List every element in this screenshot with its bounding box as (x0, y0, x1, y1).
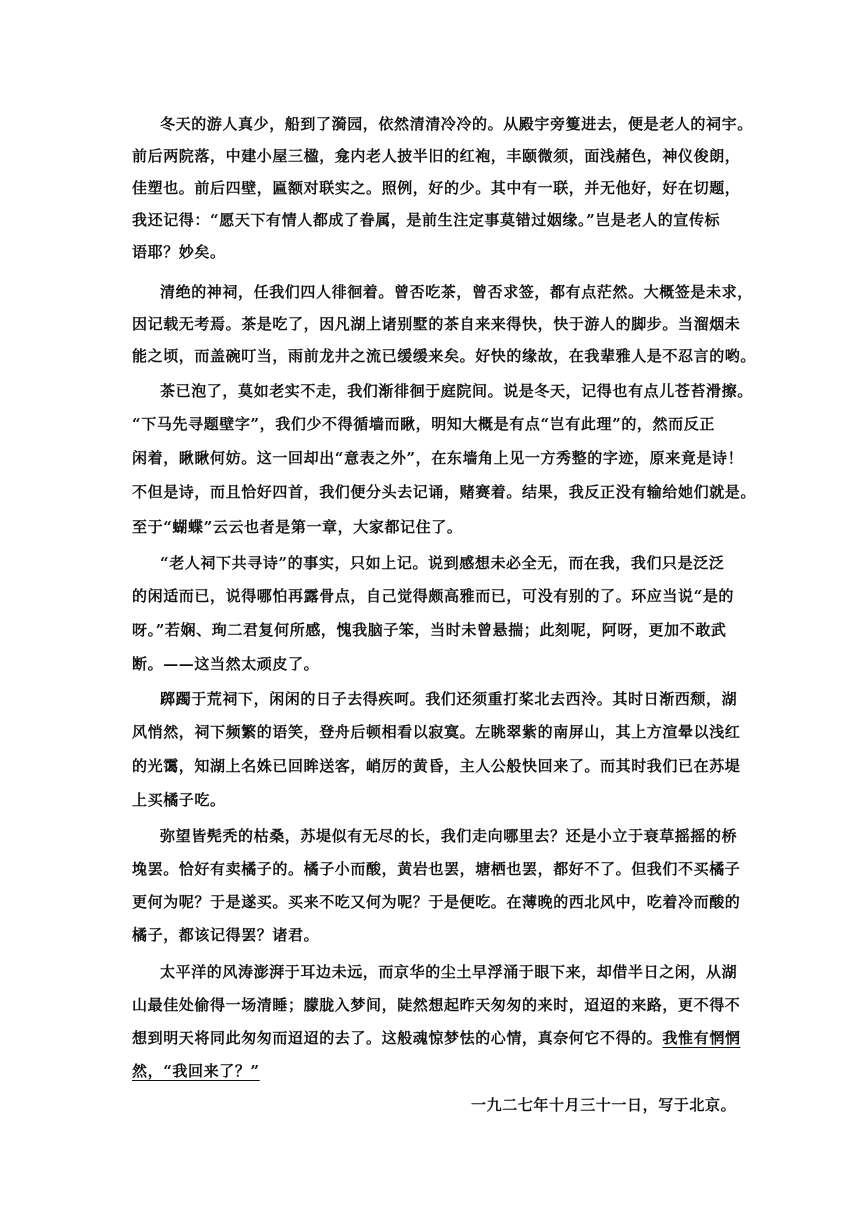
text-line: 风悄然，祠下频繁的语笑，登舟后顿相看以寂寞。左眺翠紫的南屏山，其上方渲晕以浅红 (132, 723, 741, 741)
text-line: 语耶？妙矣。 (132, 243, 226, 261)
text-line: 闲着，瞅瞅何妨。这一回却出“意表之外”，在东墙角上见一方秀整的字迹，原来竟是诗！ (132, 449, 744, 467)
text-line: 我还记得：“愿天下有情人都成了眷属，是前生注定事莫错过姻缘。”岂是老人的宣传标 (132, 211, 721, 229)
text-line: 冬天的游人真少，船到了漪园，依然清清冷冷的。从殿宇旁篗进去，便是老人的祠宇。 (160, 115, 753, 133)
text-line: 更何为呢？于是遂买。买来不吃又何为呢？于是便吃。在薄晚的西北风中，吃着冷而酸的 (132, 893, 741, 911)
text-line: 不但是诗，而且恰好四首，我们便分头去记诵，赌赛着。结果，我反正没有输给她们就是。 (132, 483, 757, 501)
text-line: 的闲适而已，说得哪怕再露骨点，自己觉得颇高雅而已，可没有别的了。环应当说“是的 (132, 587, 735, 605)
text-line: 因记载无考焉。茶是吃了，因凡湖上诸别墅的茶自来来得快，快于游人的脚步。当溜烟未 (132, 315, 741, 333)
text-line: 弥望皆髡秃的枯桑，苏堤似有无尽的长，我们走向哪里去？还是小立于衰草摇摇的桥 (160, 827, 738, 845)
text-line: 橘子，都该记得罢？诸君。 (132, 926, 320, 944)
text-line: “老人祠下共寻诗”的事实，只如上记。说到感想未必全无，而在我，我们只是泛泛 (160, 554, 725, 572)
underlined-text: 我惟有惘惘 (662, 1029, 741, 1047)
text-line: 山最佳处偷得一场清睡；朦胧入梦间，陡然想起昨天匆匆的来时，迢迢的来路，更不得不 (132, 996, 741, 1014)
text-line: 上买橘子吃。 (132, 791, 226, 809)
underlined-text-line: 然，“我回来了？” (132, 1062, 260, 1080)
text-line: 清绝的神祠，任我们四人徘徊着。曾否吃茶，曾否求签，都有点茫然。大概签是未求， (160, 283, 753, 301)
text-line: 堍罢。恰好有卖橘子的。橘子小而酸，黄岩也罢，塘栖也罢，都好不了。但我们不买橘子 (132, 860, 741, 878)
text-line: “下马先寻题壁字”，我们少不得循墙而瞅，明知大概是有点“岂有此理”的，然而反正 (132, 415, 715, 433)
text-line (132, 1028, 740, 1048)
text-line: 佳塑也。前后四壁，匾额对联实之。照例，好的少。其中有一联，并无他好，好在切题， (132, 179, 741, 197)
text-line: 至于“蝴蝶”云云也者是第一章，大家都记住了。 (132, 518, 463, 536)
text-line: 前后两院落，中建小屋三楹，龛内老人披半旧的红袍，丰颐微须，面浅赭色，神仪俊朗， (132, 147, 741, 165)
text-line: 茶已泡了，莫如老实不走，我们渐徘徊于庭院间。说是冬天，记得也有点儿苍苔滑擦。 (160, 382, 753, 400)
text-line: 能之顷，而盖碗叮当，雨前龙井之流已缓缓来矣。好快的缘故，在我辈雅人是不忍言的哟。 (132, 347, 757, 365)
date-signature: 一九二七年十月三十一日，写于北京。 (471, 1096, 737, 1114)
text-line: 断。——这当然太顽皮了。 (132, 655, 320, 673)
text-line: 的光霭，知湖上名姝已回眸送客，峭厉的黄昏，主人公般快回来了。而其时我们已在苏堤 (132, 757, 741, 775)
text-segment: 想到明天将同此匆匆而迢迢的去了。这般魂惊梦怯的心情，真奈何它不得的。 (132, 1029, 663, 1047)
text-line: 太平洋的风涛澎湃于耳边未远，而京华的尘土早浮涌于眼下来，却借半日之闲，从湖 (160, 963, 738, 981)
text-line: 呀。”若娴、珣二君复何所感，愧我脑子笨，当时未曾悬揣；此刻呢，阿呀，更加不敢武 (132, 621, 727, 639)
text-line: 踯躅于荒祠下，闲闲的日子去得疾呵。我们还须重打桨北去西泠。其时日渐西颓，湖 (160, 690, 738, 708)
